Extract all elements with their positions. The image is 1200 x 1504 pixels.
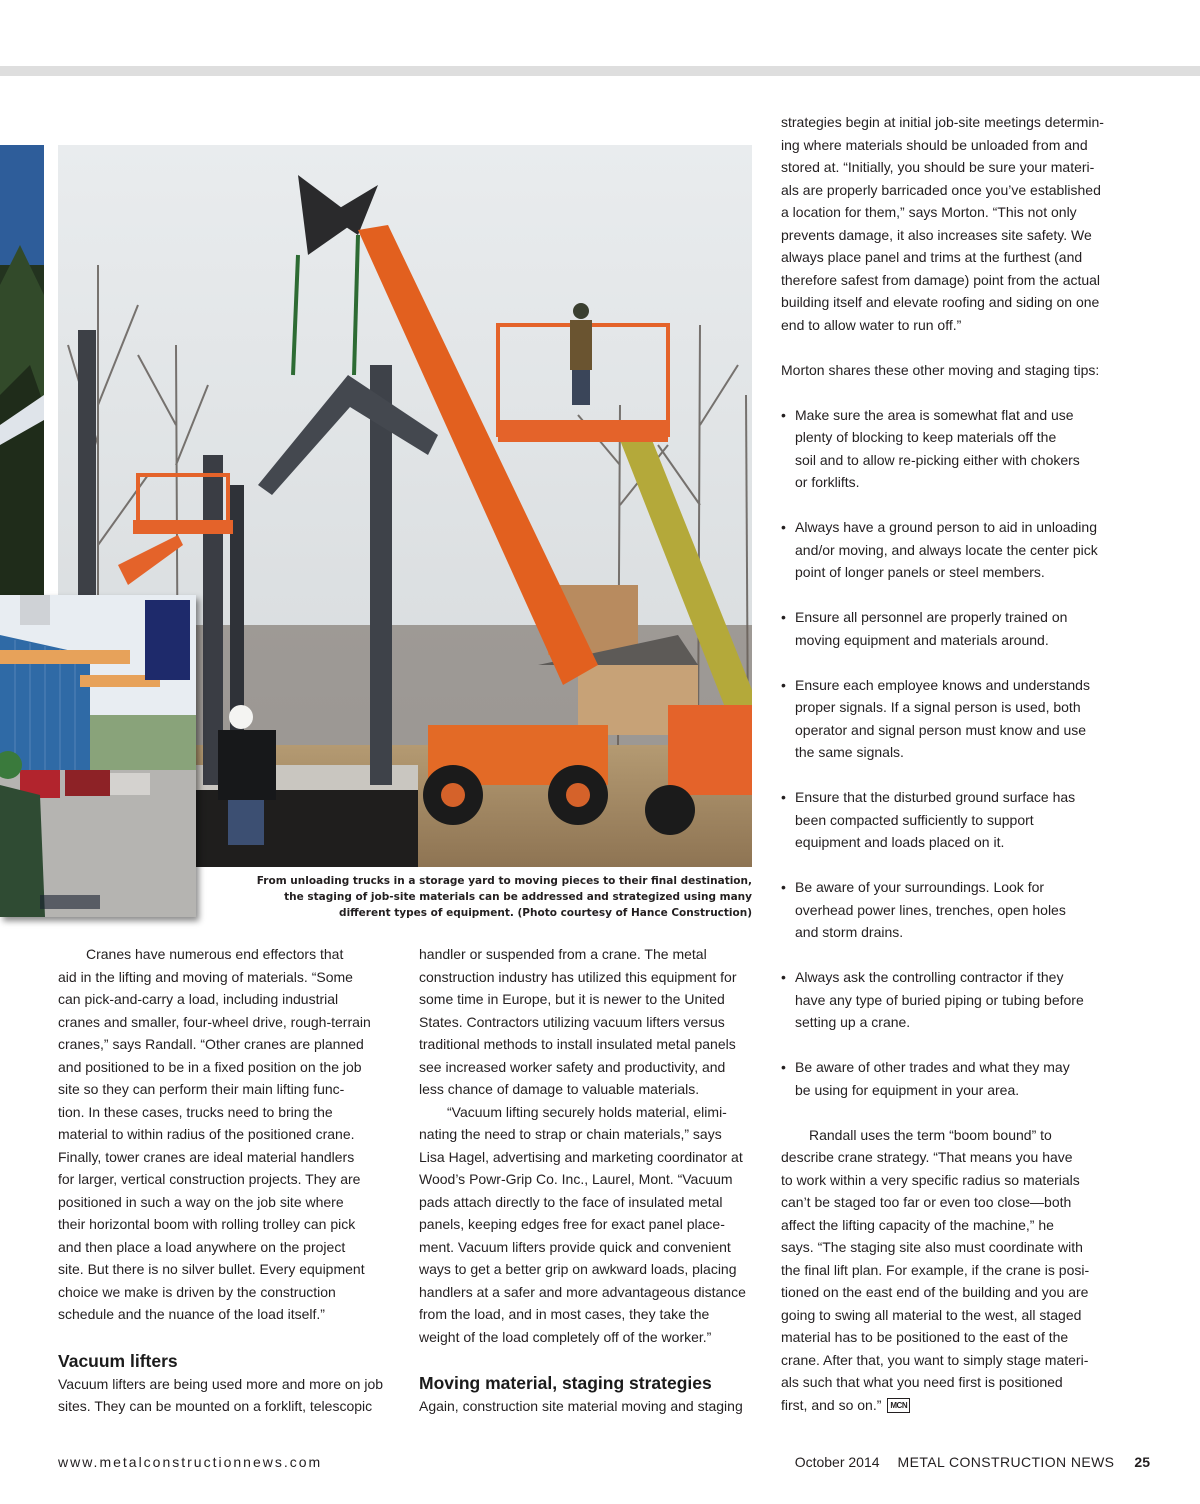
text-line: weight of the load completely off of the worker.” xyxy=(419,1328,712,1345)
right-column xyxy=(781,111,1126,1416)
bullet-icon: • xyxy=(781,879,786,895)
bullet-icon: • xyxy=(781,969,786,985)
text-line: always place panel and trims at the furthest (and xyxy=(781,249,1083,265)
text-line: end to allow water to run off.” xyxy=(781,316,962,333)
text-line: point of longer panels or steel members. xyxy=(795,564,1045,580)
magazine-name: METAL CONSTRUCTION NEWS xyxy=(897,1454,1115,1470)
text-line xyxy=(781,1394,1126,1417)
text-line: pads attach directly to the face of insulated metal xyxy=(419,1193,723,1210)
text-line: moving equipment and materials around. xyxy=(795,631,1049,648)
text-line: Cranes have numerous end effectors that xyxy=(86,946,344,962)
text-line: als such that what you need first is positioned xyxy=(781,1374,1063,1390)
text-line: Always have a ground person to aid in unloading xyxy=(795,519,1097,535)
text-line: tioned on the east end of the building and you are xyxy=(781,1284,1089,1300)
text-line: overhead power lines, trenches, open holes xyxy=(795,901,1066,918)
text-line: stored at. “Initially, you should be sure your materi- xyxy=(781,159,1095,175)
text-line: site so they can perform their main lifting func- xyxy=(58,1081,345,1097)
tip-list-item xyxy=(781,966,1126,1034)
text-line: material has to be positioned to the east of the xyxy=(781,1329,1069,1345)
text-line: and positioned to be in a fixed position on the job xyxy=(58,1058,362,1075)
tip-list-item xyxy=(781,516,1126,584)
text-line: and then place a load anywhere on the project xyxy=(58,1238,346,1255)
text-line: been compacted sufficiently to support xyxy=(795,811,1034,828)
text-line: to work within a very specific radius so materials xyxy=(781,1171,1080,1188)
body-paragraph xyxy=(419,1101,759,1349)
text-line: some time in Europe, but it is newer to the United xyxy=(419,991,725,1007)
text-line: have any type of buried piping or tubing before xyxy=(795,991,1084,1008)
text-line: traditional methods to install insulated metal panels xyxy=(419,1036,736,1052)
text-line: plenty of blocking to keep materials off the xyxy=(795,429,1057,445)
text-line: cranes,” says Randall. “Other cranes are planned xyxy=(58,1036,364,1052)
text-line: ways to get a better grip on awkward loads, placing xyxy=(419,1261,737,1277)
text-line: Ensure each employee knows and understands xyxy=(795,676,1090,693)
end-of-article-mark: MCN xyxy=(887,1398,910,1413)
page-number: 25 xyxy=(1134,1454,1150,1470)
tip-list-item xyxy=(781,404,1126,494)
text-line: Be aware of other trades and what they may xyxy=(795,1059,1070,1075)
text-line: says. “The staging site also must coordinate with xyxy=(781,1239,1083,1255)
text-line: Ensure all personnel are properly trained on xyxy=(795,609,1068,625)
text-line: ing where materials should be unloaded from and xyxy=(781,136,1088,153)
text-line: nating the need to strap or chain materials,” says xyxy=(419,1126,722,1142)
bullet-icon: • xyxy=(781,676,786,693)
text-line: prevents damage, it also increases site safety. We xyxy=(781,226,1092,243)
text-line: Always ask the controlling contractor if they xyxy=(795,969,1064,985)
inset-photo xyxy=(0,595,196,917)
text-line: choice we make is driven by the construction xyxy=(58,1283,336,1300)
text-line: schedule and the nuance of the load itself.” xyxy=(58,1306,325,1322)
text-line: soil and to allow re-picking either with chokers xyxy=(795,451,1080,468)
text-line: from the load, and in most cases, they take the xyxy=(419,1306,710,1322)
last-line-text: first, and so on.” xyxy=(781,1396,882,1413)
text-line: see increased worker safety and productivity, and xyxy=(419,1058,726,1075)
text-line: less chance of damage to valuable materials. xyxy=(419,1081,700,1097)
text-line: strategies begin at initial job-site meetings determin- xyxy=(781,114,1104,130)
body-paragraph xyxy=(781,111,1126,336)
text-line: Wood’s Powr-Grip Co. Inc., Laurel, Mont. “Vacuum xyxy=(419,1171,733,1187)
text-line: handler or suspended from a crane. The metal xyxy=(419,946,707,962)
bullet-icon: • xyxy=(781,789,786,805)
caption-line: From unloading trucks in a storage yard to moving pieces to their final destination, xyxy=(256,875,752,887)
tips-intro: Morton shares these other moving and staging tips: xyxy=(781,361,1100,378)
text-line: panels, keeping edges free for exact panel place- xyxy=(419,1216,725,1232)
tip-list-item xyxy=(781,606,1126,651)
text-line: handlers at a safer and more advantageous distance xyxy=(419,1283,746,1300)
text-line: proper signals. If a signal person is used, both xyxy=(795,699,1081,715)
text-line: material to within radius of the positioned crane. xyxy=(58,1126,355,1142)
text-line: going to swing all material to the west, all staged xyxy=(781,1306,1082,1323)
text-line: therefore safest from damage) point from the actual xyxy=(781,271,1101,288)
body-paragraph xyxy=(58,1373,398,1418)
photo-caption xyxy=(240,873,752,921)
tip-list-item xyxy=(781,876,1126,944)
text-line: ment. Vacuum lifters provide quick and convenient xyxy=(419,1238,731,1255)
text-line: tion. In these cases, trucks need to bring the xyxy=(58,1103,333,1120)
section-heading: Moving material, staging strategies xyxy=(419,1373,712,1393)
text-line: positioned in such a way on the job site where xyxy=(58,1193,344,1210)
body-paragraph xyxy=(781,1124,1126,1417)
text-line: States. Contractors utilizing vacuum lifters versus xyxy=(419,1013,725,1030)
bullet-icon: • xyxy=(781,1059,786,1075)
text-line: cranes and smaller, four-wheel drive, rough-terrain xyxy=(58,1013,371,1030)
text-line: crane. After that, you want to simply stage materi- xyxy=(781,1351,1089,1368)
text-line: setting up a crane. xyxy=(795,1014,911,1030)
text-line: can pick-and-carry a load, including industrial xyxy=(58,991,339,1007)
text-line: Finally, tower cranes are ideal material handlers xyxy=(58,1148,355,1165)
issue-date: October 2014 xyxy=(794,1454,880,1470)
text-line: can’t be staged too far or even too close—both xyxy=(781,1194,1072,1210)
bullet-icon: • xyxy=(781,406,786,423)
body-paragraph xyxy=(781,359,1126,382)
caption-line: different types of equipment. (Photo courtesy of Hance Construction) xyxy=(339,907,752,919)
text-line: or forklifts. xyxy=(795,474,860,490)
body-paragraph xyxy=(58,943,398,1326)
middle-column xyxy=(419,943,759,1418)
text-line: building itself and elevate roofing and siding on one xyxy=(781,294,1100,310)
section-heading: Vacuum lifters xyxy=(58,1350,178,1371)
text-line: Vacuum lifters are being used more and more on job xyxy=(58,1375,384,1392)
footer-folio xyxy=(795,1453,1150,1471)
text-line: and/or moving, and always locate the center pick xyxy=(795,541,1098,558)
text-line: Make sure the area is somewhat flat and use xyxy=(795,406,1074,423)
text-line: operator and signal person must know and use xyxy=(795,721,1087,738)
text-line: Be aware of your surroundings. Look for xyxy=(795,879,1045,895)
text-line: the final lift plan. For example, if the crane is posi- xyxy=(781,1261,1090,1278)
text-line: Randall uses the term “boom bound” to xyxy=(809,1126,1052,1143)
text-line: als are properly barricaded once you’ve established xyxy=(781,181,1101,198)
text-line: aid in the lifting and moving of materials. “Some xyxy=(58,968,353,985)
text-line: for larger, vertical construction projects. They are xyxy=(58,1171,361,1187)
tip-list-item xyxy=(781,674,1126,764)
left-column xyxy=(58,943,398,1418)
tip-list-item xyxy=(781,1056,1126,1101)
text-line: a location for them,” says Morton. “This not only xyxy=(781,204,1077,220)
text-line: site. But there is no silver bullet. Every equipment xyxy=(58,1261,365,1277)
body-paragraph xyxy=(419,943,759,1101)
text-line: sites. They can be mounted on a forklift, telescopic xyxy=(58,1398,373,1414)
text-line: affect the lifting capacity of the machine,” he xyxy=(781,1216,1054,1233)
text-line: Ensure that the disturbed ground surface has xyxy=(795,789,1076,805)
bullet-icon: • xyxy=(781,609,786,625)
text-line: “Vacuum lifting securely holds material, elimi- xyxy=(447,1103,727,1120)
text-line: construction industry has utilized this equipment for xyxy=(419,968,737,985)
side-photo-strip xyxy=(0,145,44,595)
text-line: their horizontal boom with rolling trolley can pick xyxy=(58,1216,356,1232)
bullet-icon: • xyxy=(781,519,786,535)
text-line: Lisa Hagel, advertising and marketing coordinator at xyxy=(419,1148,743,1165)
body-paragraph xyxy=(419,1395,759,1418)
text-line: be using for equipment in your area. xyxy=(795,1081,1020,1098)
text-line: describe crane strategy. “That means you have xyxy=(781,1149,1073,1165)
text-line: the same signals. xyxy=(795,744,904,760)
footer-website: www.metalconstructionnews.com xyxy=(58,1454,323,1470)
text-line: equipment and loads placed on it. xyxy=(795,834,1005,850)
text-line: Again, construction site material moving and staging xyxy=(419,1398,743,1414)
header-rule xyxy=(0,66,1200,76)
tip-list-item xyxy=(781,786,1126,854)
caption-line: the staging of job-site materials can be addressed and strategized using many xyxy=(284,891,752,903)
text-line: and storm drains. xyxy=(795,924,904,940)
